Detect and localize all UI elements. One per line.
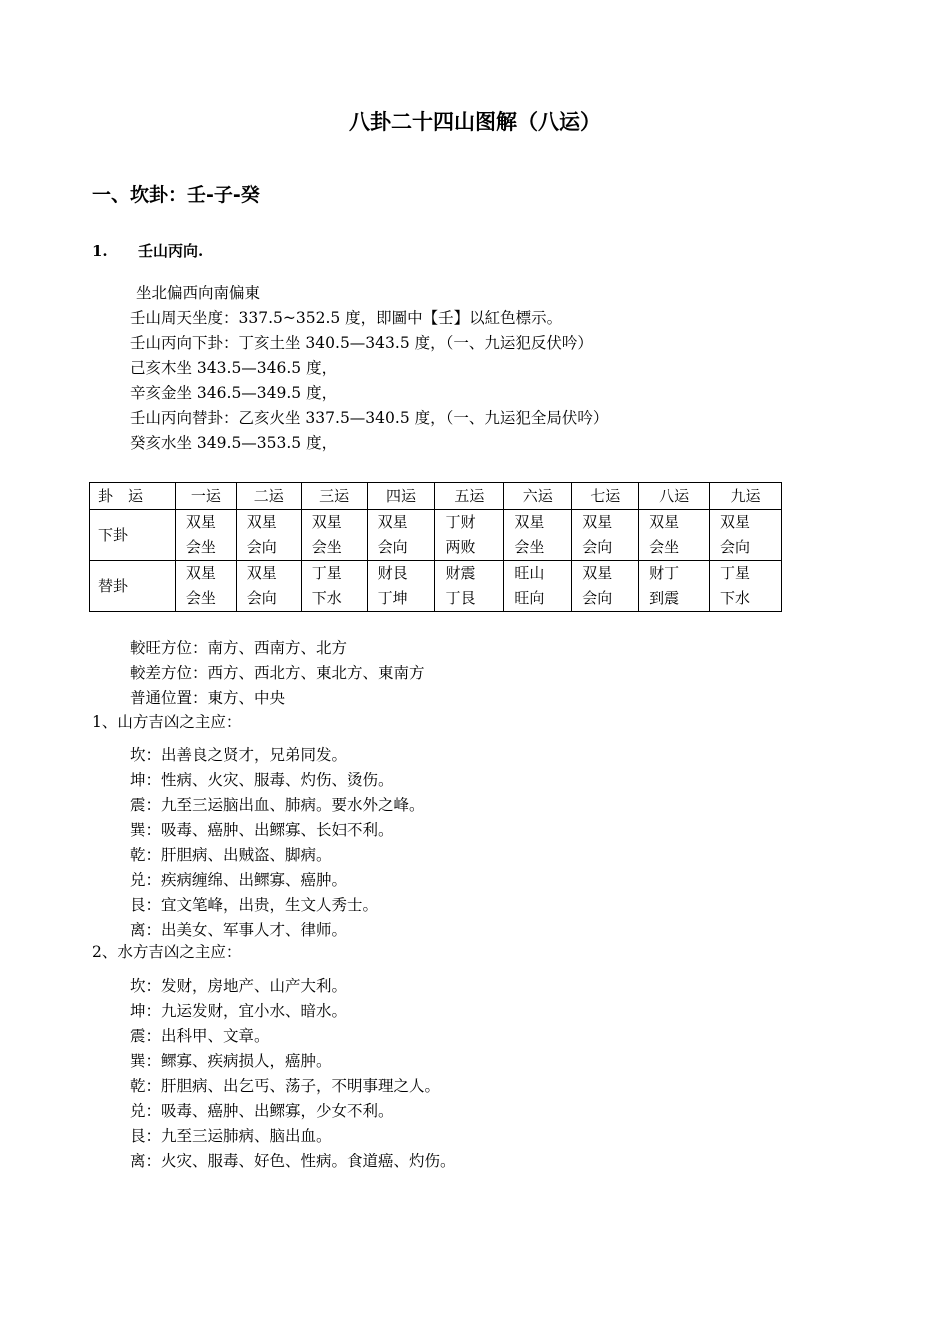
table-cell: 双星 会坐 <box>175 561 236 612</box>
direction-summary <box>130 636 425 711</box>
table-header-cell: 五运 <box>435 483 504 510</box>
list-item: 艮：宜文笔峰，出贵，生文人秀士。 <box>130 896 379 914</box>
list-item: 乾：肝胆病、出乞丐、荡子，不明事理之人。 <box>130 1077 441 1095</box>
table-header-cell: 卦 运 <box>90 483 176 510</box>
table-cell: 丁星 下水 <box>710 561 782 612</box>
table-cell: 双星 会坐 <box>301 510 367 561</box>
list-item: 坎：出善良之贤才，兄弟同发。 <box>130 746 348 764</box>
list-item: 坤：九运发财，宜小水、暗水。 <box>130 1002 348 1020</box>
table-cell: 双星 会向 <box>572 510 639 561</box>
table-header-cell: 六运 <box>504 483 572 510</box>
table-header-cell: 四运 <box>367 483 435 510</box>
table-row <box>90 561 782 612</box>
yun-table <box>89 482 782 612</box>
table-cell: 旺山 旺向 <box>504 561 572 612</box>
water-heading: 2、水方吉凶之主应： <box>92 943 242 961</box>
table-header-row <box>90 483 782 510</box>
mountain-list <box>130 743 425 943</box>
list-item: 坤：性病、火灾、服毒、灼伤、烫伤。 <box>130 771 394 789</box>
list-item: 巽：吸毒、癌肿、出鳏寡、长妇不利。 <box>130 821 394 839</box>
table-cell: 双星 会向 <box>367 510 435 561</box>
list-item: 巽：鳏寡、疾病损人，癌肿。 <box>130 1052 332 1070</box>
list-item: 离：火灾、服毒、好色、性病。食道癌、灼伤。 <box>130 1152 456 1170</box>
page-title: 八卦二十四山图解（八运） <box>349 110 601 134</box>
table-header-cell: 三运 <box>301 483 367 510</box>
water-list <box>130 974 456 1174</box>
table-cell: 双星 会向 <box>710 510 782 561</box>
subsection-heading <box>92 240 203 261</box>
intro-line: 辛亥金坐 346.5—349.5 度， <box>130 384 338 402</box>
intro-line: 壬山周天坐度：337.5~352.5 度，即圖中【壬】以紅色標示。 <box>130 309 563 327</box>
list-item: 艮：九至三运肺病、脑出血。 <box>130 1127 332 1145</box>
list-item: 离：出美女、军事人才、律师。 <box>130 921 348 939</box>
table-row-label: 替卦 <box>90 561 176 612</box>
subsection-number: 1. <box>92 242 108 260</box>
table-cell: 双星 会坐 <box>504 510 572 561</box>
direction-line: 較旺方位：南方、西南方、北方 <box>130 639 348 657</box>
list-item: 坎：发财，房地产、山产大利。 <box>130 977 348 995</box>
table-cell: 丁星 下水 <box>301 561 367 612</box>
table-cell: 双星 会向 <box>572 561 639 612</box>
intro-line: 己亥木坐 343.5—346.5 度， <box>130 359 338 377</box>
table-header-cell: 一运 <box>175 483 236 510</box>
table-cell: 财丁 到震 <box>639 561 710 612</box>
list-item: 震：出科甲、文章。 <box>130 1027 270 1045</box>
intro-line: 坐北偏西向南偏東 <box>136 284 261 302</box>
table-cell: 丁财 两败 <box>435 510 504 561</box>
direction-line: 較差方位：西方、西北方、東北方、東南方 <box>130 664 425 682</box>
intro-line: 壬山丙向下卦：丁亥土坐 340.5—343.5 度，（一、九运犯反伏吟） <box>130 334 593 352</box>
table-row <box>90 510 782 561</box>
table-cell: 双星 会坐 <box>175 510 236 561</box>
intro-line: 壬山丙向替卦：乙亥火坐 337.5—340.5 度，（一、九运犯全局伏吟） <box>130 409 609 427</box>
table-header-cell: 九运 <box>710 483 782 510</box>
table-cell: 财震 丁艮 <box>435 561 504 612</box>
table-header-cell: 八运 <box>639 483 710 510</box>
list-item: 兑：吸毒、癌肿、出鳏寡，少女不利。 <box>130 1102 394 1120</box>
subsection-label: 壬山丙向. <box>138 242 204 260</box>
direction-line: 普通位置：東方、中央 <box>130 689 286 707</box>
list-item: 兑：疾病缠绵、出鳏寡、癌肿。 <box>130 871 348 889</box>
intro-line: 癸亥水坐 349.5—353.5 度， <box>130 434 338 452</box>
table-header-cell: 二运 <box>236 483 301 510</box>
table-cell: 双星 会向 <box>236 510 301 561</box>
table-row-label: 下卦 <box>90 510 176 561</box>
table-cell: 财艮 丁坤 <box>367 561 435 612</box>
list-item: 乾：肝胆病、出贼盗、脚病。 <box>130 846 332 864</box>
table-cell: 双星 会坐 <box>639 510 710 561</box>
table-header-cell: 七运 <box>572 483 639 510</box>
table-cell: 双星 会向 <box>236 561 301 612</box>
section-heading: 一、坎卦：壬-子-癸 <box>92 184 260 206</box>
list-item: 震：九至三运脑出血、肺病。要水外之峰。 <box>130 796 425 814</box>
mountain-heading: 1、山方吉凶之主应： <box>92 713 242 731</box>
intro-paragraph <box>130 281 608 456</box>
